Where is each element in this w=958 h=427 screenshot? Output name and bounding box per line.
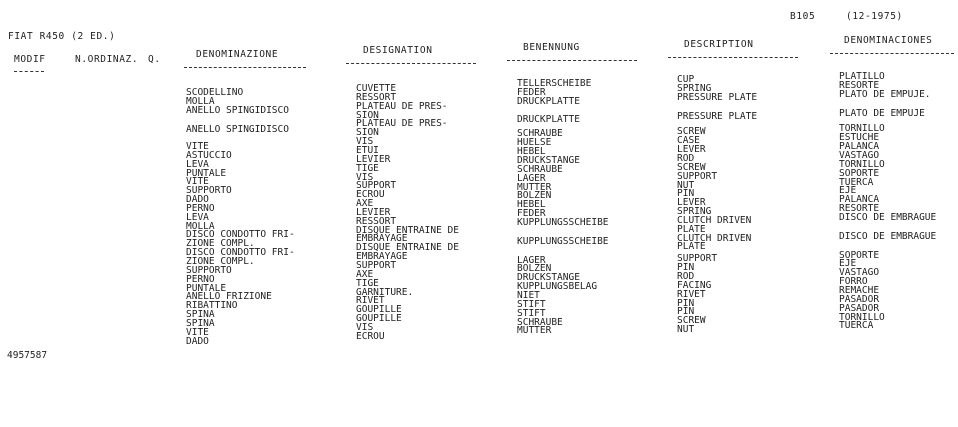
italian-description: PUNTALE: [186, 167, 227, 179]
page-number: B105: [790, 11, 816, 22]
german-description: FEDER: [517, 208, 546, 220]
french-description: EMBRAYAGE: [356, 233, 408, 245]
german-description: DRUCKPLATTE: [517, 95, 580, 107]
english-description: PIN: [677, 297, 695, 309]
english-description: LEVER: [677, 144, 706, 156]
english-description: PLATE: [677, 223, 706, 235]
german-description: TELLERSCHEIBE: [517, 78, 592, 89]
italian-description: MOLLA: [186, 95, 215, 107]
spanish-description: DISCO DE EMBRAGUE: [839, 211, 937, 223]
english-description: NUT: [677, 179, 695, 191]
italian-description: ZIONE COMPL.: [186, 256, 255, 268]
french-description: GOUPILLE: [356, 313, 402, 325]
italian-description: DISCO CONDOTTO FRI-: [186, 229, 295, 241]
spanish-description: VASTAGO: [839, 267, 880, 279]
italian-description: MOLLA: [186, 220, 215, 232]
spanish-description: SOPORTE: [839, 167, 880, 179]
header-quantity: Q.: [148, 54, 161, 65]
header-rule-modif: [14, 71, 44, 72]
header-italian: DENOMINAZIONE: [196, 49, 279, 60]
english-description: SUPPORT: [677, 170, 718, 182]
french-description: VIS: [356, 321, 374, 333]
spanish-description: TORNILLO: [839, 123, 885, 135]
french-description: CUVETTE: [356, 83, 397, 94]
french-description: AXE: [356, 268, 374, 280]
header-german: BENENNUNG: [523, 42, 580, 53]
german-description: LAGER: [517, 254, 546, 266]
german-description: STIFT: [517, 298, 546, 310]
spanish-description: VASTAGO: [839, 149, 880, 161]
german-description: NIET: [517, 290, 540, 301]
english-description: FACING: [677, 279, 712, 291]
italian-description: PUNTALE: [186, 282, 227, 294]
english-description: CLUTCH DRIVEN: [677, 214, 752, 226]
german-description: DRUCKPLATTE: [517, 113, 580, 125]
spanish-description: ESTUCHE: [839, 132, 880, 144]
italian-description: LEVA: [186, 211, 209, 223]
english-description: LEVER: [677, 197, 706, 209]
italian-description: DADO: [186, 194, 209, 206]
french-description: ECROU: [356, 189, 385, 201]
french-description: PLATEAU DE PRES-: [356, 100, 448, 112]
header-order-number: N.ORDINAZ.: [75, 54, 139, 65]
header-spanish: DENOMINACIONES: [844, 35, 933, 46]
german-description: MUTTER: [517, 181, 552, 193]
italian-description: SPINA: [186, 317, 215, 329]
english-description: SPRING: [677, 206, 712, 218]
french-description: EMBRAYAGE: [356, 251, 408, 263]
italian-description: VITE: [186, 140, 209, 152]
spanish-description: EJE: [839, 258, 857, 270]
spanish-description: TUERCA: [839, 176, 874, 188]
spanish-description: DISCO DE EMBRAGUE: [839, 230, 937, 242]
italian-description: ANELLO SPINGIDISCO: [186, 104, 289, 116]
french-description: TIGE: [356, 162, 379, 174]
german-description: DRUCKSTANGE: [517, 154, 580, 166]
english-description: SUPPORT: [677, 253, 718, 265]
english-description: PIN: [677, 262, 695, 274]
header-english: DESCRIPTION: [684, 39, 754, 50]
italian-description: ANELLO FRIZIONE: [186, 291, 272, 303]
english-description: SCREW: [677, 161, 706, 173]
spanish-description: PALANCA: [839, 194, 880, 206]
french-description: ECROU: [356, 330, 385, 342]
french-description: DISQUE ENTRAINE DE: [356, 224, 459, 236]
document-title: FIAT R450 (2 ED.): [8, 31, 116, 42]
italian-description: ZIONE COMPL.: [186, 238, 255, 250]
french-description: VIS: [356, 136, 374, 148]
spanish-description: FORRO: [839, 276, 868, 288]
spanish-description: PASADOR: [839, 302, 880, 314]
german-description: LAGER: [517, 172, 546, 184]
english-description: SPRING: [677, 82, 712, 94]
english-description: CUP: [677, 74, 695, 85]
french-description: PLATEAU DE PRES-: [356, 118, 448, 130]
french-description: ETUI: [356, 144, 379, 156]
italian-description: SUPPORTO: [186, 264, 232, 276]
french-description: RESSORT: [356, 91, 397, 103]
header-rule-spanish: [830, 53, 954, 54]
header-rule-english: [668, 57, 798, 58]
italian-description: DADO: [186, 335, 209, 347]
english-description: PIN: [677, 188, 695, 200]
header-rule-french: [346, 63, 476, 64]
french-description: VIS: [356, 171, 374, 183]
spanish-description: PLATO DE EMPUJE.: [839, 88, 931, 100]
spanish-description: EJE: [839, 185, 857, 197]
french-description: LEVIER: [356, 153, 391, 165]
spanish-description: TORNILLO: [839, 158, 885, 170]
spanish-description: PLATO DE EMPUJE: [839, 107, 925, 119]
english-description: CASE: [677, 135, 700, 147]
italian-description: ANELLO SPINGIDISCO: [186, 124, 289, 136]
italian-description: LEVA: [186, 158, 209, 170]
french-description: SION: [356, 127, 379, 139]
german-description: DRUCKSTANGE: [517, 272, 580, 284]
english-description: ROD: [677, 152, 695, 164]
german-description: BOLZEN: [517, 263, 552, 275]
french-description: RESSORT: [356, 215, 397, 227]
german-description: STIFT: [517, 307, 546, 319]
german-description: HEBEL: [517, 146, 546, 158]
italian-description: PERNO: [186, 202, 215, 214]
spanish-description: TUERCA: [839, 320, 874, 332]
modification-note: 4957587: [7, 350, 48, 361]
german-description: SCHRAUBE: [517, 316, 563, 328]
spanish-description: PLATILLO: [839, 71, 885, 82]
german-description: HEBEL: [517, 199, 546, 211]
english-description: ROD: [677, 271, 695, 282]
english-description: PIN: [677, 306, 695, 318]
french-description: RIVET: [356, 295, 385, 307]
french-description: GARNITURE.: [356, 286, 414, 298]
italian-description: PERNO: [186, 273, 215, 285]
french-description: DISQUE ENTRAINE DE: [356, 242, 459, 254]
italian-description: ASTUCCIO: [186, 149, 232, 161]
italian-description: DISCO CONDOTTO FRI-: [186, 247, 295, 259]
italian-description: SUPPORTO: [186, 185, 232, 197]
german-description: HUELSE: [517, 137, 552, 149]
header-rule-german: [507, 60, 637, 61]
german-description: KUPPLUNGSSCHEIBE: [517, 235, 609, 247]
header-french: DESIGNATION: [363, 45, 433, 56]
header-modif: MODIF: [14, 54, 46, 65]
spanish-description: SOPORTE: [839, 249, 880, 261]
french-description: SUPPORT: [356, 260, 397, 271]
french-description: AXE: [356, 198, 374, 210]
english-description: NUT: [677, 324, 695, 336]
spanish-description: PALANCA: [839, 141, 880, 153]
german-description: FEDER: [517, 86, 546, 98]
italian-description: VITE: [186, 326, 209, 338]
italian-description: SPINA: [186, 309, 215, 321]
french-description: GOUPILLE: [356, 304, 402, 316]
english-description: PRESSURE PLATE: [677, 110, 758, 122]
spanish-description: RESORTE: [839, 79, 880, 91]
header-rule-italian: [184, 67, 306, 68]
german-description: BOLZEN: [517, 190, 552, 202]
spanish-description: PASADOR: [839, 293, 880, 305]
french-description: SUPPORT: [356, 180, 397, 192]
issue-date: (12-1975): [846, 11, 903, 22]
english-description: SCREW: [677, 315, 706, 327]
spanish-description: RESORTE: [839, 203, 880, 215]
english-description: PRESSURE PLATE: [677, 91, 758, 103]
french-description: SION: [356, 109, 379, 121]
english-description: RIVET: [677, 288, 706, 300]
italian-description: VITE: [186, 176, 209, 188]
spanish-description: REMACHE: [839, 285, 880, 296]
french-description: TIGE: [356, 277, 379, 289]
english-description: PLATE: [677, 241, 706, 253]
german-description: KUPPLUNGSSCHEIBE: [517, 216, 609, 228]
german-description: KUPPLUNGSBELAG: [517, 281, 598, 293]
italian-description: SCODELLINO: [186, 87, 244, 98]
german-description: SCHRAUBE: [517, 128, 563, 140]
english-description: CLUTCH DRIVEN: [677, 232, 752, 244]
german-description: MUTTER: [517, 325, 552, 337]
german-description: SCHRAUBE: [517, 163, 563, 175]
english-description: SCREW: [677, 126, 706, 138]
italian-description: RIBATTINO: [186, 300, 238, 312]
spanish-description: TORNILLO: [839, 311, 885, 323]
french-description: LEVIER: [356, 206, 391, 218]
